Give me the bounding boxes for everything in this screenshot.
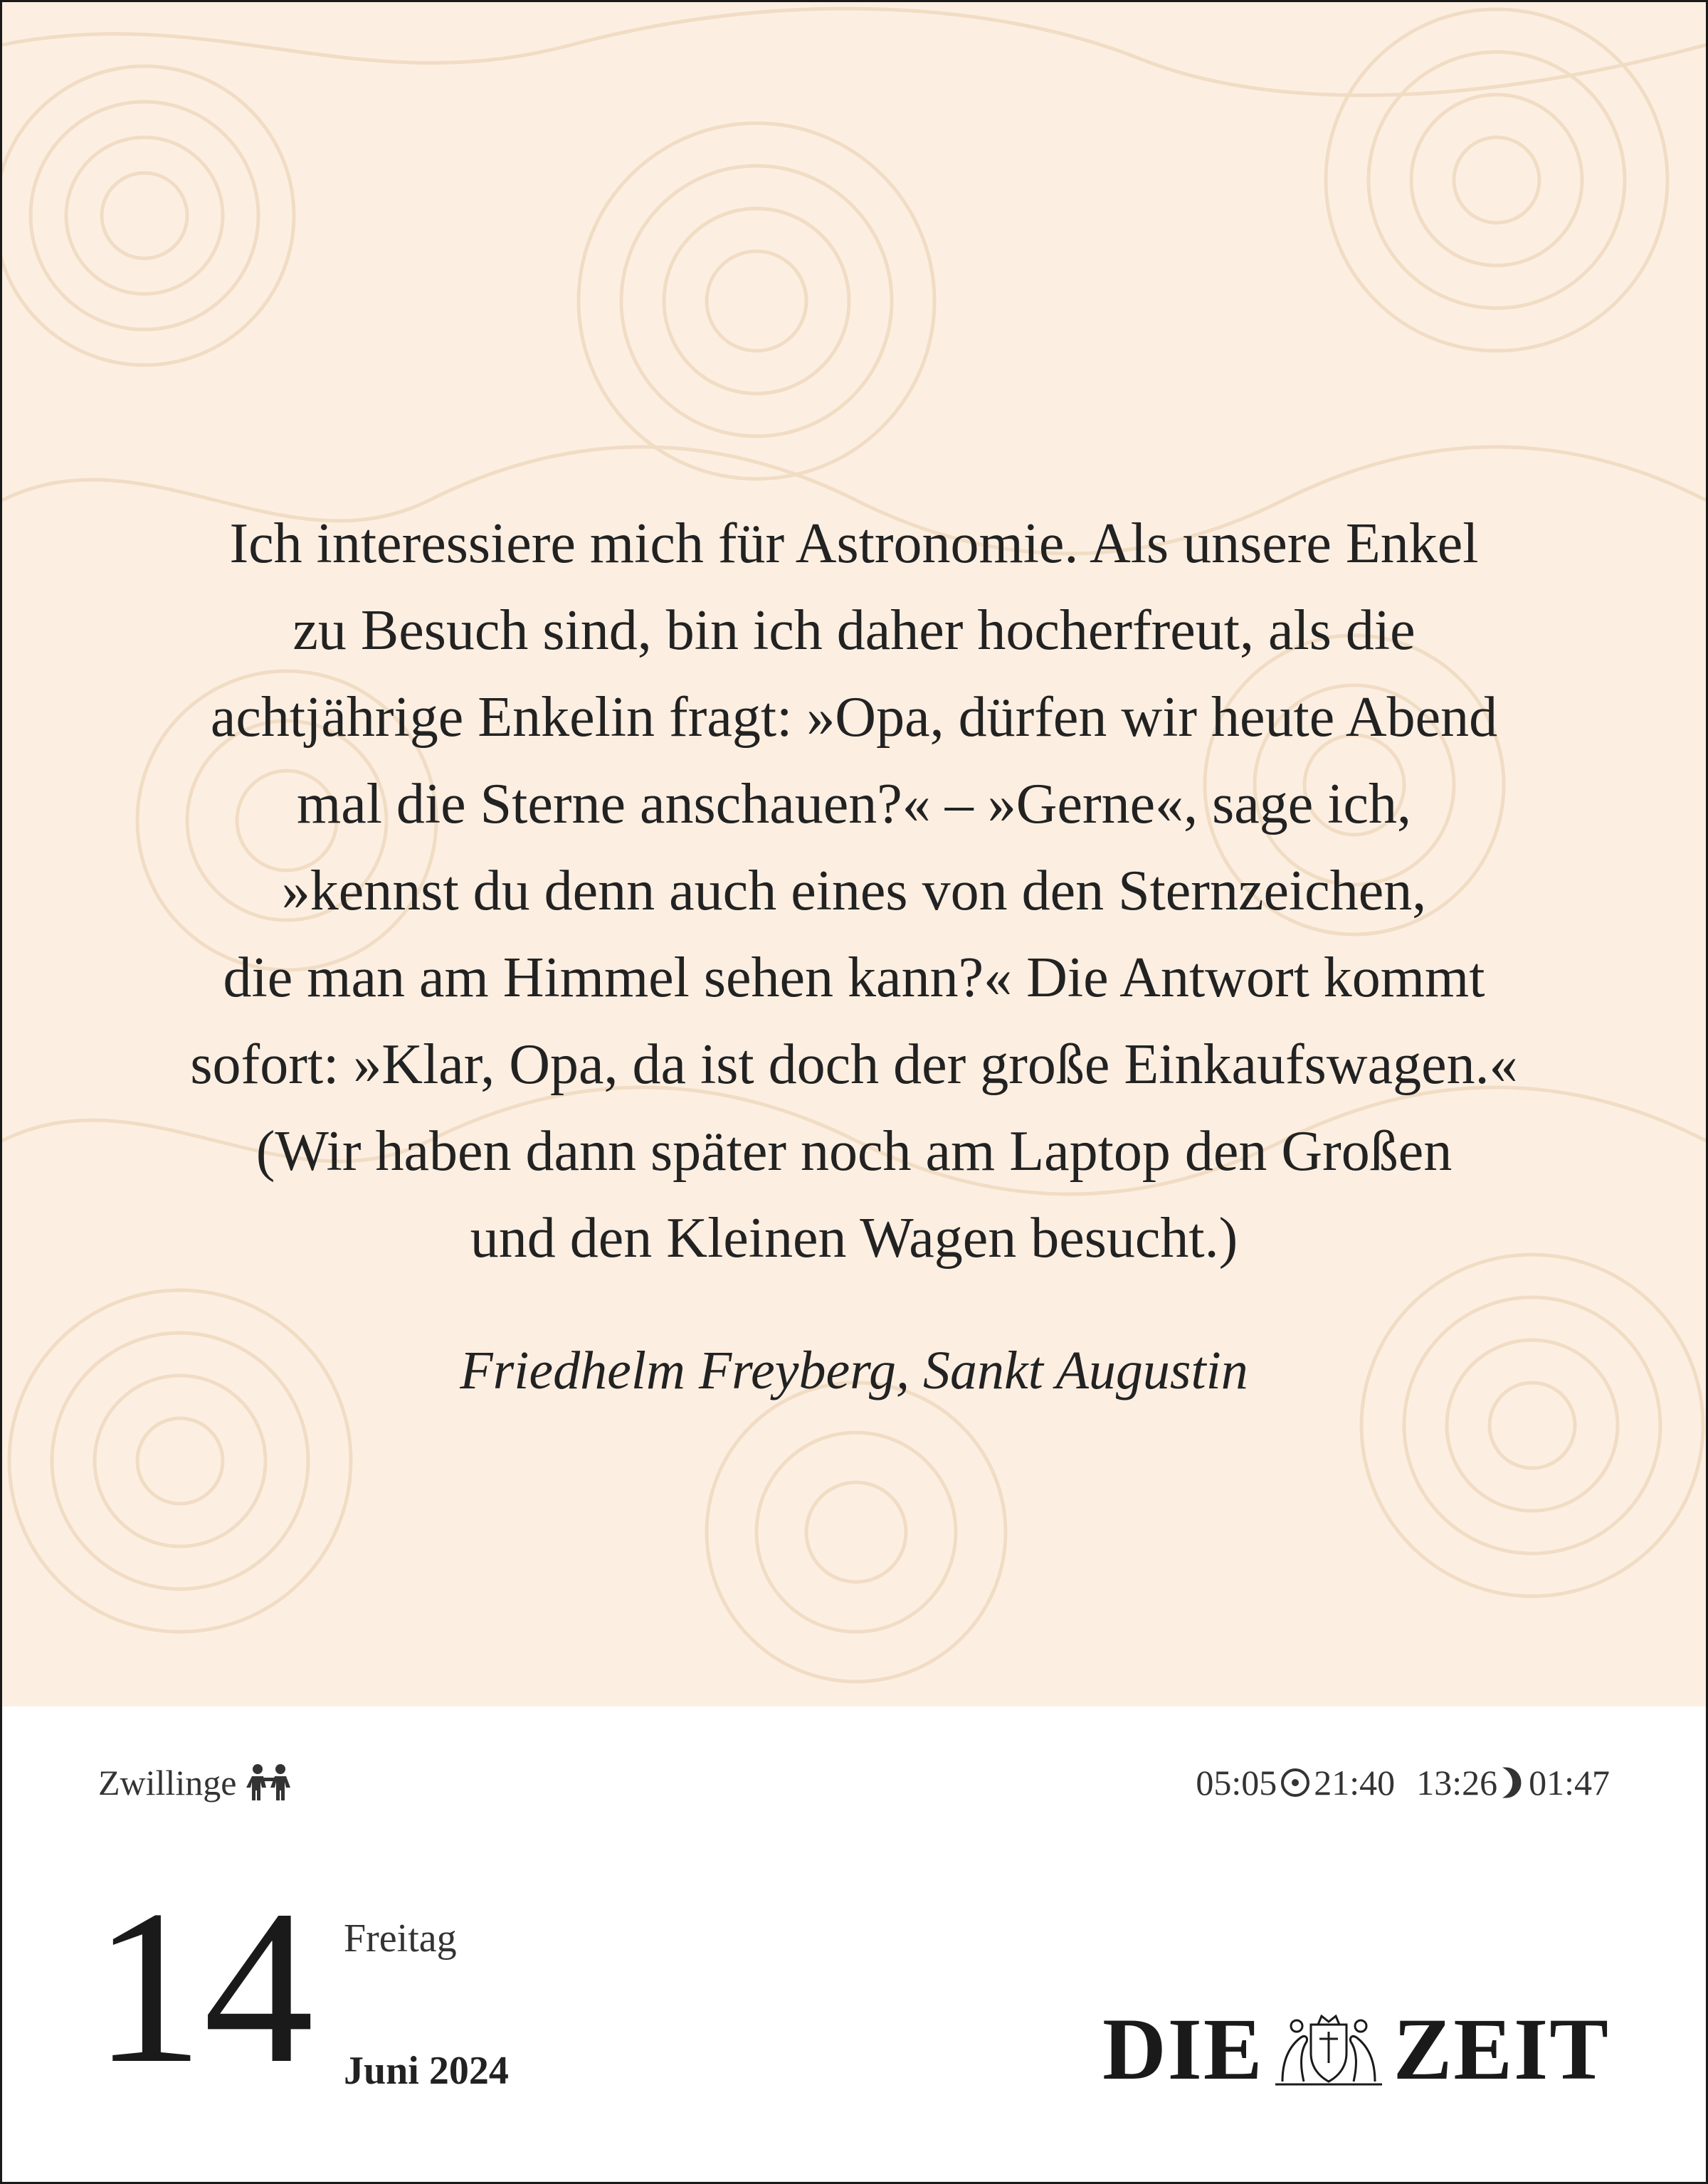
sunset-time: 21:40 — [1314, 1763, 1396, 1803]
month-year: Juni 2024 — [344, 2049, 509, 2093]
quote-author: Friedhelm Freyberg, Sankt Augustin — [460, 1341, 1248, 1400]
crescent-moon-icon — [1500, 1766, 1526, 1800]
zodiac-sign — [98, 1762, 295, 1803]
quote-line: »kennst du denn auch eines von den Sternzeichen, — [281, 860, 1427, 922]
quote-line: die man am Himmel sehen kann?« Die Antwort kommt — [223, 946, 1485, 1009]
weekday: Freitag — [344, 1916, 457, 1961]
sun-moon-times — [1196, 1762, 1610, 1803]
quote-line: achtjährige Enkelin fragt: »Opa, dürfen wir heute Abend — [210, 686, 1498, 749]
quote-line: Ich interessiere mich für Astronomie. Als unsere Enkel — [229, 512, 1479, 575]
calendar-footer — [2, 1706, 1706, 2182]
moonset-time: 01:47 — [1529, 1763, 1610, 1803]
coat-of-arms-icon — [1268, 2010, 1389, 2089]
quote-panel — [2, 2, 1706, 1706]
zodiac-label: Zwillinge — [98, 1763, 237, 1803]
quote-line: sofort: »Klar, Opa, da ist doch der große Einkaufswagen.« — [190, 1033, 1518, 1096]
quote-line: und den Kleinen Wagen besucht.) — [470, 1207, 1238, 1270]
day-number: 14 — [93, 1865, 314, 2109]
gemini-twins-icon — [245, 1763, 295, 1802]
logo-text-die: DIE — [1102, 2000, 1264, 2098]
quote-text — [80, 500, 1628, 1282]
quote-line: zu Besuch sind, bin ich daher hocherfreut, als die — [292, 599, 1416, 662]
logo-text-zeit: ZEIT — [1393, 2000, 1610, 2098]
quote-line: mal die Sterne anschauen?« – »Gerne«, sage ich, — [296, 773, 1412, 835]
sun-icon — [1280, 1767, 1311, 1798]
sunrise-time: 05:05 — [1196, 1763, 1277, 1803]
quote-line: (Wir haben dann später noch am Laptop den Großen — [255, 1120, 1453, 1183]
moonrise-time: 13:26 — [1416, 1763, 1498, 1803]
die-zeit-logo — [1102, 2000, 1610, 2098]
